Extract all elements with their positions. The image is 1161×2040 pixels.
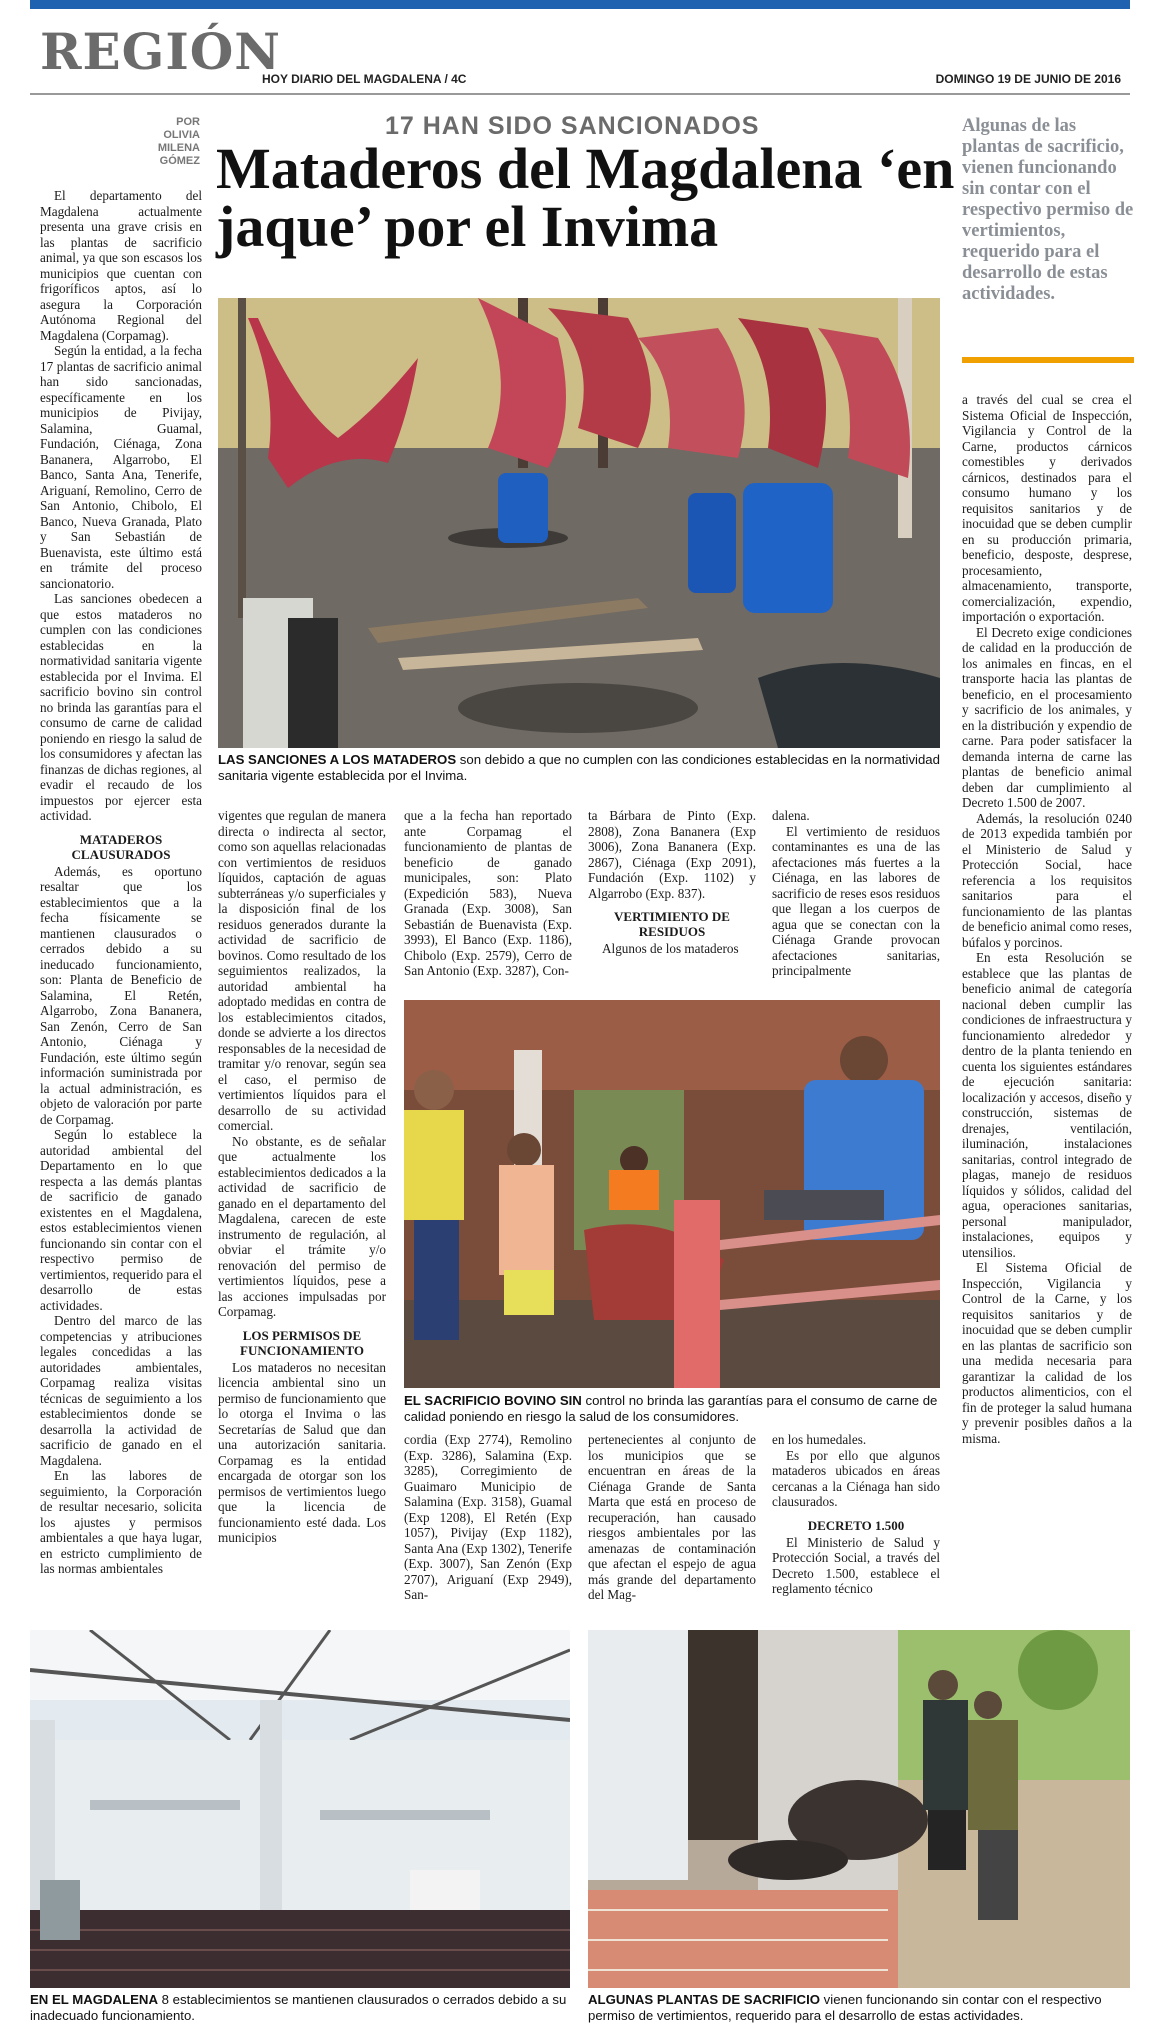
paragraph: dalena. (772, 808, 810, 823)
column-3-bottom (404, 1432, 572, 1603)
header-rule (30, 93, 1130, 95)
paragraph: Algunos de los mataderos (602, 941, 739, 956)
caption-photo1-text: son debido a que no cumplen con las condiciones establecidas en la normatividad sanitaria vigente establecida por el Invima. (218, 752, 940, 783)
caption-photo4 (588, 1992, 1130, 2024)
caption-photo2-bold: EL SACRIFICIO BOVINO SIN (404, 1393, 582, 1408)
paragraph: En las labores de seguimiento, la Corporación de resultar necesario, solicita los ajustes y permisos ambientales a que haya lugar, en estricto cumplimiento de las normas ambientales (40, 1468, 202, 1576)
caption-photo2-text: control no brinda las garantías para el consumo de carne de calidad poniendo en riesgo la salud de los consumidores. (404, 1393, 938, 1424)
paragraph: Dentro del marco de las competencias y atribuciones legales concedidas a las autoridades ambientales, Corpamag realiza visitas técnicas de seguimiento a los establecimientos donde se desarrolla la actividad de sacrificio de ganado en el Magdalena. (40, 1313, 202, 1468)
subheading: LOS PERMISOS DE FUNCIONAMIENTO (240, 1327, 364, 1358)
paragraph: pertenecientes al conjunto de los municipios que se encuentran en áreas de la Ciénaga Grande de Santa Marta que está en proceso de recuperación, han causado riesgos ambientales por las amenazas de contaminación que afectan el espejo de agua más grande del departamento del Mag- (588, 1432, 756, 1602)
paragraph: El vertimiento de residuos contaminantes es una de las afectaciones más fuertes a la Ciénaga, en las labores de sacrificio de reses esos residuos que llegan a los cuerpos de agua que se conectan con la Ciénaga Grande provocan afectaciones sanitarias, principalmente (772, 823, 940, 978)
caption-photo4-text: vienen funcionando sin contar con el respectivo permiso de vertimientos, requerido para el desarrollo de estas actividades. (588, 1992, 1102, 2023)
photo-slaughterhouse-meat (218, 298, 940, 748)
paragraph: a través del cual se crea el Sistema Oficial de Inspección, Vigilancia y Control de la Carne, productos cárnicos comestibles y derivados cárnicos, destinados para el consumo humano y los requisitos sanitarios y de inocuidad que se deben cumplir en su producción primaria, beneficio, desposte, desprese, procesamiento, almacenamiento, transporte, comercialización, expendio, importación o exportación. (962, 392, 1132, 624)
paragraph: cordia (Exp 2774), Remolino (Exp. 3286), Salamina (Exp. 3285), Corregimiento de Guaimaro Municipio de Salamina (Exp. 3158), Guamal (Exp 1208), El Retén (Exp 1057), Pivijay (Exp 1182), Santa Ana (Exp 1302), Tenerife (Exp. 3007), San Zenón (Exp 2707), Ariguaní (Exp 2949), San- (404, 1432, 572, 1602)
caption-photo1 (218, 752, 940, 784)
subheading: MATADEROS CLAUSURADOS (71, 831, 171, 862)
paragraph: vigentes que regulan de manera directa o indirecta al sector, como son aquellas relacionadas con vertimientos de residuos líquidos, captación de aguas subterráneas y/o superficiales y la disposición final de los residuos generados durante la actividad de sacrificio de bovinos. Como resultado de los seguimientos realizados, la autoridad ambiental ha adoptado medidas en contra de los establecimientos citados, donde se advierte a los directos responsables de la necesidad de tramitar y/o renovar, según sea el caso, el permiso de vertimientos líquidos para el desarrollo de su actividad comercial. (218, 808, 386, 1133)
paragraph: El Decreto exige condiciones de calidad en la producción de los animales en fincas, en el transporte hacia las plantas de beneficio, en el procesamiento y sacrificio de los animales, y en la distribución y expendio de carne. Para poder satisfacer la demanda interna de carne las plantas de beneficio animal deben dar cumplimiento al Decreto 1.500 de 2007. (962, 624, 1132, 810)
caption-photo3-bold: EN EL MAGDALENA (30, 1992, 158, 2007)
caption-photo4-bold: ALGUNAS PLANTAS DE SACRIFICIO (588, 1992, 821, 2007)
paragraph: que a la fecha han reportado ante Corpamag el funcionamiento de plantas de beneficio de ganado municipales, son: Plato (Expedición 583), Nueva Granada (Exp. 3008), San Sebastián de Buenavista (Exp. 3993), El Banco (Exp. 1186), Chibolo (Exp. 2579), Cerro de San Antonio (Exp. 3287), Con- (404, 808, 572, 978)
caption-photo3-text: 8 establecimientos se mantienen clausurados o cerrados debido a su inadecuado funcionamiento. (30, 1992, 567, 2023)
photo-bovine-sacrifice (404, 1000, 940, 1388)
paragraph: El Sistema Oficial de Inspección, Vigilancia y Control de la Carne, y los requisitos sanitarios y de inocuidad que se deben cumplir en las plantas de sacrificio son una medida necesaria para garantizar la calidad de los productos alimenticios, con el fin de proteger la salud humana y prevenir posibles daños a la misma. (962, 1260, 1132, 1446)
paragraph: Las sanciones obedecen a que estos mataderos no cumplen con las condiciones establecidas en la normatividad sanitaria vigente establecida por el Invima. El sacrificio bovino sin control no brinda las garantías para el consumo de carne de calidad poniendo en riesgo la salud de los consumidores y afectan las finanzas de dichas regiones, al evadir el recaudo de los impuestos por ejercer esta actividad. (40, 591, 202, 823)
subheading: VERTIMIENTO DE RESIDUOS (614, 909, 730, 939)
paragraph: ta Bárbara de Pinto (Exp. 2808), Zona Bananera (Exp 3006), Zona Bananera (Exp. 2867), Ciénaga (Exp 2091), Fundación (Exp. 1102) y Algarrobo (Exp. 837). (588, 808, 756, 901)
pull-quote-rule (962, 357, 1134, 363)
column-5-bottom (772, 1432, 940, 1597)
paragraph: El departamento del Magdalena actualmente presenta una grave crisis en las plantas de sacrificio animal, ya que son escasos los municipios que cuentan con frigoríficos aptos, así lo asegura la Corporación Autónoma Regional del Magdalena (Corpamag). (40, 188, 202, 343)
column-4-bottom (588, 1432, 756, 1603)
section-title: REGIÓN (40, 22, 282, 81)
headline: Mataderos del Magdalena ‘en jaque’ por el Invima (216, 136, 955, 259)
photo-police-inspection (588, 1630, 1130, 1988)
column-4-top (588, 808, 756, 957)
paragraph: No obstante, es de señalar que actualmente los establecimientos dedicados a la actividad de sacrificio de ganado en el departamento del Magdalena, carecen de este instrumento de regulación, al obviar el trámite y/o renovación del permiso de vertimientos líquidos, pese a las acciones impulsadas por Corpamag. (218, 1133, 386, 1319)
column-2 (218, 808, 386, 1546)
column-1 (40, 188, 202, 1577)
caption-photo1-bold: LAS SANCIONES A LOS MATADEROS (218, 752, 457, 767)
column-6 (962, 392, 1132, 1446)
column-5-top (772, 808, 940, 979)
paragraph: Los mataderos no necesitan licencia ambiental sino un permiso de funcionamiento que lo otorga el Invima o las Secretarías de Salud que dan una autorización sanitaria. Corpamag es la entidad encargada de otorgar son los permisos de vertimientos luego que la licencia de funcionamiento esté dada. Los municipios (218, 1359, 386, 1545)
paragraph: Es por ello que algunos mataderos ubicados en áreas cercanas a la Ciénaga han sido clausurados. (772, 1447, 940, 1509)
paper-name: HOY DIARIO DEL MAGDALENA / 4C (262, 72, 467, 86)
paragraph: Según la entidad, a la fecha 17 plantas de sacrificio animal han sido sancionadas, específicamente en los municipios de Pivijay, Salamina, Guamal, Fundación, Ciénaga, Zona Bananera, Algarrobo, El Banco, Santa Ana, Tenerife, Ariguaní, Remolino, Cerro de San Antonio, Chibolo, El Banco, Nueva Granada, Plato y San Sebastián de Buenavista, este último está en trámite del proceso sancionatorio. (40, 343, 202, 591)
photo-closed-facility (30, 1630, 570, 1988)
subheading: DECRETO 1.500 (807, 1517, 905, 1533)
pull-quote: Algunas de las plantas de sacrificio, vienen funcionando sin contar con el respectivo permiso de vertimientos, requerido para el desarrollo de estas actividades. (962, 116, 1134, 304)
paragraph: Además, la resolución 0240 de 2013 expedida también por el Ministerio de Salud y Protección Social, hace referencia a los requisitos sanitarios para el funcionamiento de las plantas de beneficio animal como reses, búfalos y porcinos. (962, 810, 1132, 950)
paragraph: Además, es oportuno resaltar que los establecimientos que a la fecha físicamente se mantienen clausurados o cerrados debido a su ineducado funcionamiento, son: Planta de Beneficio de Salamina, El Retén, Algarrobo, Zona Bananera, San Zenón, Cerro de San Antonio, Ciénaga y Fundación, este último según información suministrada por la actual administración, es objeto de valoración por parte de Corpamag. (40, 863, 202, 1127)
paragraph: Según lo establece la autoridad ambiental del Departamento en lo que respecta a las demás plantas de sacrificio de ganado existentes en el Magdalena, estos establecimientos vienen funcionando sin contar con el respectivo permiso de vertimientos, requerido para el desarrollo de estas actividades. (40, 1127, 202, 1313)
column-3-top (404, 808, 572, 979)
paragraph: En esta Resolución se establece que las plantas de beneficio animal de categoría nacional deben cumplir las condiciones de infraestructura y funcionamiento alrededor y dentro de la planta teniendo en cuenta los siguientes estándares de ejecución sanitaria: localización y accesos, diseño y construcción, sistemas de drenajes, ventilación, iluminación, instalaciones sanitarias, control integrado de plagas, manejo de residuos líquidos y sólidos, calidad del agua, operaciones sanitarias, personal manipulador, instalaciones, equipos y utensilios. (962, 950, 1132, 1260)
caption-photo3 (30, 1992, 570, 2024)
paragraph: en los humedales. (772, 1432, 867, 1447)
caption-photo2 (404, 1393, 940, 1425)
paragraph: El Ministerio de Salud y Protección Social, a través del Decreto 1.500, establece el reglamento técnico (772, 1534, 940, 1596)
byline: POR OLIVIA MILENA GÓMEZ (157, 116, 200, 167)
publication-date: DOMINGO 19 DE JUNIO DE 2016 (935, 72, 1121, 86)
top-color-bar (30, 0, 1130, 9)
kicker: 17 HAN SIDO SANCIONADOS (385, 112, 760, 140)
